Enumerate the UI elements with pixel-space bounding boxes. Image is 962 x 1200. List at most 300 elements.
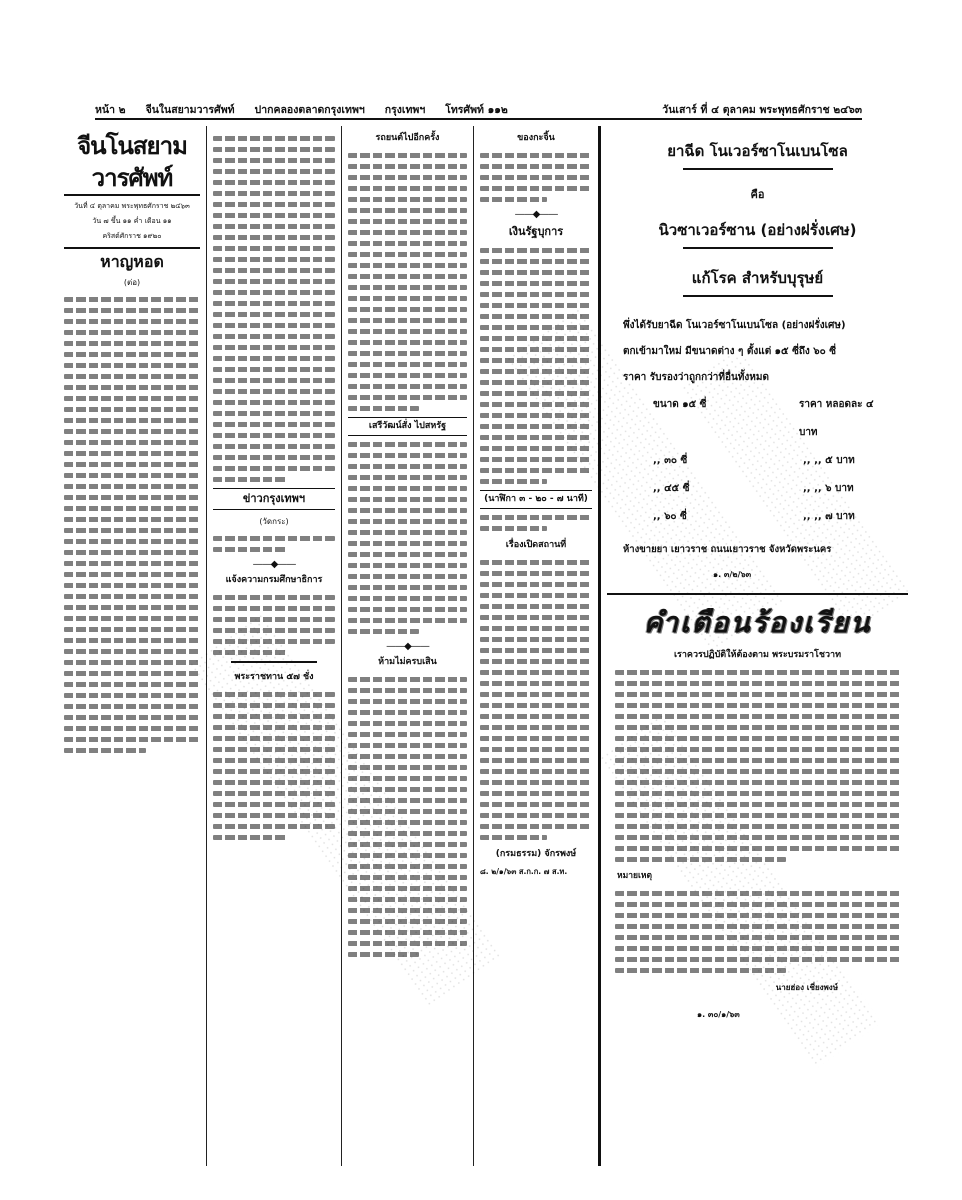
text-line-placeholder xyxy=(480,582,592,587)
text-line-placeholder xyxy=(213,628,335,633)
text-line-placeholder xyxy=(64,396,200,401)
column-3 xyxy=(341,126,473,1166)
text-line-placeholder xyxy=(348,596,467,601)
text-line-placeholder xyxy=(213,235,335,240)
text-line-placeholder xyxy=(348,919,467,924)
text-line-placeholder xyxy=(213,411,335,416)
notice-code: ๑. ๓๐/๑/๖๓ xyxy=(697,1010,740,1019)
text-line-placeholder xyxy=(348,453,467,458)
text-line-placeholder xyxy=(348,710,467,715)
price-size: ,, ๓๐ ซี่ xyxy=(653,455,688,466)
text-line-placeholder xyxy=(348,186,467,191)
text-line-placeholder xyxy=(213,736,335,741)
text-line-placeholder xyxy=(213,536,335,541)
text-line-placeholder xyxy=(348,153,467,158)
section-title: แจ้งความกรมศึกษาธิการ xyxy=(225,575,323,585)
text-line-placeholder xyxy=(213,725,335,730)
text-line-placeholder xyxy=(348,208,467,213)
text-line-placeholder xyxy=(213,356,335,361)
text-line-placeholder xyxy=(348,732,467,737)
text-line-placeholder xyxy=(480,593,592,598)
text-line-placeholder xyxy=(213,422,335,427)
text-line-placeholder xyxy=(348,743,467,748)
text-line-placeholder xyxy=(615,902,900,907)
price-row xyxy=(623,447,892,475)
section-title: รถยนต์ไปอีกครั้ง xyxy=(375,133,440,143)
text-line-placeholder xyxy=(615,802,900,807)
notice-body xyxy=(607,670,908,862)
text-line-placeholder xyxy=(480,186,592,191)
masthead: จีนโนสยามวารศัพท์ xyxy=(64,130,200,196)
text-line-placeholder xyxy=(615,957,900,962)
price-row xyxy=(623,391,892,447)
text-line-placeholder xyxy=(348,296,467,301)
text-line-placeholder xyxy=(64,363,200,368)
office-location: ปากคลองตลาดกรุงเทพฯ xyxy=(254,104,365,116)
section-title: เงินรัฐบุการ xyxy=(508,225,564,238)
text-line-placeholder xyxy=(348,340,467,345)
text-line-placeholder xyxy=(480,604,592,609)
text-line-placeholder xyxy=(213,758,335,763)
text-line-placeholder xyxy=(615,846,900,851)
text-line-placeholder xyxy=(213,290,335,295)
public-notice xyxy=(607,603,908,1023)
text-line-placeholder xyxy=(348,820,467,825)
text-line-placeholder xyxy=(213,692,335,697)
text-line-placeholder xyxy=(480,292,592,297)
text-line-placeholder xyxy=(348,219,467,224)
text-line-placeholder xyxy=(64,308,200,313)
section-header-box xyxy=(348,417,467,436)
text-line-placeholder xyxy=(615,813,900,818)
text-line-placeholder xyxy=(348,886,467,891)
text-line-placeholder xyxy=(64,462,200,467)
text-line-placeholder xyxy=(213,466,335,471)
text-line-placeholder xyxy=(480,314,592,319)
text-line-placeholder xyxy=(480,325,592,330)
text-line-placeholder xyxy=(64,704,200,709)
text-line-placeholder xyxy=(480,736,592,741)
text-line-placeholder xyxy=(213,367,335,372)
text-line-placeholder xyxy=(615,946,900,951)
text-line-placeholder xyxy=(348,519,467,524)
price-size: ,, ๔๕ ซี่ xyxy=(653,483,690,494)
text-line-placeholder xyxy=(615,791,900,796)
text-line-placeholder xyxy=(213,606,335,611)
text-line-placeholder xyxy=(480,714,592,719)
text-line-placeholder xyxy=(213,747,335,752)
text-line-placeholder xyxy=(348,263,467,268)
text-line-placeholder xyxy=(64,440,200,445)
text-line-placeholder xyxy=(348,897,467,902)
text-line-placeholder xyxy=(64,473,200,478)
text-line-placeholder xyxy=(348,384,467,389)
divider xyxy=(683,168,833,170)
text-line-placeholder xyxy=(480,515,592,520)
text-line-placeholder xyxy=(480,703,592,708)
text-line-placeholder xyxy=(213,703,335,708)
ornament-divider: ——◆—— xyxy=(386,641,429,652)
ad-conjunction: คือ xyxy=(750,188,765,201)
issue-date: วันเสาร์ ที่ ๔ ตุลาคม พระพุทธศักราช ๒๔๖๓ xyxy=(662,104,862,116)
text-line-placeholder xyxy=(64,693,200,698)
masthead-block xyxy=(64,130,200,249)
text-line-placeholder xyxy=(480,468,592,473)
text-line-placeholder xyxy=(480,824,592,829)
notice-signature: นายฮ่อง เชี่ยงพงษ์ xyxy=(775,983,838,992)
divider xyxy=(683,247,833,249)
remark-body xyxy=(607,891,908,973)
remark-heading: หมายเหตุ xyxy=(617,871,652,881)
text-line-placeholder xyxy=(64,660,200,665)
text-line-placeholder xyxy=(480,435,592,440)
text-line-placeholder xyxy=(213,301,335,306)
text-line-placeholder xyxy=(64,330,200,335)
text-line-placeholder xyxy=(348,754,467,759)
text-line-placeholder xyxy=(348,486,467,491)
ad-subtitle: นิวซาเวอร์ซาน (อย่างฝรั่งเศษ) xyxy=(658,221,857,239)
column-5-advertisements xyxy=(598,126,914,1166)
price-size: ขนาด ๑๕ ซี่ xyxy=(653,399,707,410)
text-line-placeholder xyxy=(480,626,592,631)
text-line-placeholder xyxy=(480,692,592,697)
price-row xyxy=(623,475,892,503)
text-line-placeholder xyxy=(615,857,786,862)
text-line-placeholder xyxy=(64,319,200,324)
text-line-placeholder xyxy=(480,681,592,686)
text-line-placeholder xyxy=(213,714,335,719)
text-line-placeholder xyxy=(348,776,467,781)
text-line-placeholder xyxy=(213,136,335,141)
notice-banner: คำเตือนร้องเรียน xyxy=(643,606,872,639)
text-line-placeholder xyxy=(480,457,592,462)
section-title: ห้ามไม่ครบเสิน xyxy=(378,657,437,667)
article-body xyxy=(64,297,200,753)
text-line-placeholder xyxy=(480,615,592,620)
text-line-placeholder xyxy=(480,358,592,363)
text-line-placeholder xyxy=(213,547,286,552)
text-line-placeholder xyxy=(64,583,200,588)
text-line-placeholder xyxy=(480,725,592,730)
text-line-placeholder xyxy=(348,351,467,356)
text-line-placeholder xyxy=(348,842,467,847)
news-body xyxy=(213,536,335,552)
text-line-placeholder xyxy=(615,891,900,896)
text-line-placeholder xyxy=(348,307,467,312)
text-line-placeholder xyxy=(64,352,200,357)
text-line-placeholder xyxy=(348,952,419,957)
text-line-placeholder xyxy=(480,835,547,840)
text-line-placeholder xyxy=(64,528,200,533)
text-line-placeholder xyxy=(348,875,467,880)
text-line-placeholder xyxy=(615,758,900,763)
text-line-placeholder xyxy=(64,429,200,434)
text-line-placeholder xyxy=(64,407,200,412)
text-line-placeholder xyxy=(348,241,467,246)
text-line-placeholder xyxy=(348,618,467,623)
column-2 xyxy=(206,126,341,1166)
text-line-placeholder xyxy=(615,736,900,741)
text-line-placeholder xyxy=(348,329,467,334)
text-line-placeholder xyxy=(348,475,467,480)
text-line-placeholder xyxy=(64,715,200,720)
text-line-placeholder xyxy=(348,677,467,682)
text-line-placeholder xyxy=(348,864,467,869)
dateline-line: คริสต์ศักราช ๑๙๒๐ xyxy=(102,232,162,240)
text-line-placeholder xyxy=(213,617,335,622)
text-line-placeholder xyxy=(348,285,467,290)
text-line-placeholder xyxy=(348,629,419,634)
text-line-placeholder xyxy=(213,639,335,644)
text-line-placeholder xyxy=(480,347,592,352)
section-title: ของกะจิ้น xyxy=(517,133,555,143)
text-line-placeholder xyxy=(348,541,467,546)
text-line-placeholder xyxy=(348,530,467,535)
text-line-placeholder xyxy=(348,197,467,202)
text-line-placeholder xyxy=(480,813,592,818)
text-line-placeholder xyxy=(615,747,900,752)
text-line-placeholder xyxy=(480,769,592,774)
text-line-placeholder xyxy=(480,336,592,341)
text-line-placeholder xyxy=(348,831,467,836)
text-line-placeholder xyxy=(213,780,335,785)
text-line-placeholder xyxy=(615,725,900,730)
text-line-placeholder xyxy=(348,274,467,279)
text-line-placeholder xyxy=(348,765,467,770)
text-line-placeholder xyxy=(348,721,467,726)
text-line-placeholder xyxy=(348,442,467,447)
text-line-placeholder xyxy=(480,791,592,796)
text-line-placeholder xyxy=(480,197,547,202)
text-line-placeholder xyxy=(348,508,467,513)
text-line-placeholder xyxy=(348,373,467,378)
price-value: ราคา หลอดละ ๔ บาท xyxy=(798,399,874,438)
news-header-box xyxy=(213,488,335,510)
text-line-placeholder xyxy=(480,380,592,385)
text-line-placeholder xyxy=(64,561,200,566)
text-line-placeholder xyxy=(615,913,900,918)
text-line-placeholder xyxy=(64,484,200,489)
text-line-placeholder xyxy=(348,798,467,803)
text-line-placeholder xyxy=(213,595,335,600)
text-line-placeholder xyxy=(213,257,335,262)
text-line-placeholder xyxy=(615,780,900,785)
text-line-placeholder xyxy=(213,312,335,317)
text-line-placeholder xyxy=(348,908,467,913)
text-line-placeholder xyxy=(213,268,335,273)
text-line-placeholder xyxy=(213,824,335,829)
price-value: ,, ,, ๖ บาท xyxy=(803,483,854,494)
ad-title: ยาฉีด โนเวอร์ซาโนเบนโซล xyxy=(667,142,848,160)
text-line-placeholder xyxy=(348,563,467,568)
text-line-placeholder xyxy=(348,318,467,323)
section-body xyxy=(348,442,467,634)
text-line-placeholder xyxy=(213,158,335,163)
text-line-placeholder xyxy=(348,699,467,704)
notice-subtitle: เราควรปฏิบัติให้ต้องตาม พระบรมราโชวาท xyxy=(673,650,842,660)
text-line-placeholder xyxy=(480,413,592,418)
text-line-placeholder xyxy=(213,169,335,174)
dateline-line: วัน ๗ ขึ้น ๑๑ ค่ำ เดือน ๑๑ xyxy=(92,217,172,225)
text-line-placeholder xyxy=(64,649,200,654)
text-line-placeholder xyxy=(213,213,335,218)
price-size: ,, ๖๐ ซี่ xyxy=(653,511,687,522)
text-line-placeholder xyxy=(64,671,200,676)
text-line-placeholder xyxy=(480,637,592,642)
text-line-placeholder xyxy=(213,433,335,438)
price-value: ,, ,, ๕ บาท xyxy=(803,455,855,466)
section-body xyxy=(213,692,335,840)
ad-tagline: แก้โรค สำหรับบุรุษย์ xyxy=(691,269,824,287)
text-line-placeholder xyxy=(64,627,200,632)
text-line-placeholder xyxy=(213,444,335,449)
price-row xyxy=(623,503,892,531)
column-4 xyxy=(473,126,598,1166)
running-head xyxy=(95,98,862,120)
ornament-divider: ——◆—— xyxy=(252,559,296,570)
text-line-placeholder xyxy=(348,175,467,180)
text-line-placeholder xyxy=(64,550,200,555)
text-line-placeholder xyxy=(348,607,467,612)
text-line-placeholder xyxy=(480,153,592,158)
divider xyxy=(683,295,833,297)
text-line-placeholder xyxy=(480,391,592,396)
text-line-placeholder xyxy=(480,303,592,308)
section-body xyxy=(348,153,467,411)
text-line-placeholder xyxy=(480,281,592,286)
dateline-line: วันที่ ๔ ตุลาคม พระพุทธศักราช ๒๔๖๓ xyxy=(74,202,190,210)
text-line-placeholder xyxy=(615,824,900,829)
column-1 xyxy=(58,126,206,1166)
text-line-placeholder xyxy=(213,802,335,807)
ornament-divider: ——◆—— xyxy=(514,209,558,220)
text-line-placeholder xyxy=(64,616,200,621)
ad-line: ราคา รับรองว่าถูกกว่าที่อื่นทั้งหมด xyxy=(623,372,769,383)
text-line-placeholder xyxy=(615,924,900,929)
medicine-advertisement xyxy=(607,130,908,583)
text-line-placeholder xyxy=(480,758,592,763)
section-title: เรื่องเปิดสถานที่ xyxy=(505,540,567,550)
newspaper-page xyxy=(58,126,914,1166)
divider xyxy=(231,661,317,663)
text-line-placeholder xyxy=(480,659,592,664)
text-line-placeholder xyxy=(213,477,286,482)
article-title: หาญหอด xyxy=(100,252,164,271)
text-line-placeholder xyxy=(213,224,335,229)
text-line-placeholder xyxy=(348,362,467,367)
text-line-placeholder xyxy=(480,670,592,675)
text-line-placeholder xyxy=(348,941,467,946)
text-line-placeholder xyxy=(348,853,467,858)
text-line-placeholder xyxy=(213,147,335,152)
section-title: เสรีวัฒน์สั่ง ไปสหรัฐ xyxy=(368,421,447,431)
text-line-placeholder xyxy=(213,769,335,774)
text-line-placeholder xyxy=(64,517,200,522)
text-line-placeholder xyxy=(348,574,467,579)
text-line-placeholder xyxy=(480,560,592,565)
text-line-placeholder xyxy=(213,835,286,840)
city: กรุงเทพฯ xyxy=(384,104,426,116)
text-line-placeholder xyxy=(615,968,786,973)
signature-name: จักรพงษ์ xyxy=(544,849,577,859)
text-line-placeholder xyxy=(213,378,335,383)
text-line-placeholder xyxy=(213,400,335,405)
text-line-placeholder xyxy=(480,175,592,180)
text-line-placeholder xyxy=(64,638,200,643)
text-line-placeholder xyxy=(213,246,335,251)
text-line-placeholder xyxy=(615,935,900,940)
time-note: (นาฬิกา ๓ - ๒๐ - ๗ นาที) xyxy=(484,494,588,504)
text-line-placeholder xyxy=(213,455,335,460)
text-line-placeholder xyxy=(480,571,592,576)
text-line-placeholder xyxy=(348,230,467,235)
text-line-placeholder xyxy=(213,334,335,339)
signature xyxy=(480,846,592,863)
text-line-placeholder xyxy=(213,202,335,207)
text-line-placeholder xyxy=(615,670,900,675)
text-line-placeholder xyxy=(480,747,592,752)
ad-line: ตกเข้ามาใหม่ มีขนาดต่าง ๆ ตั้งแต่ ๑๕ ซี่ถึง ๖๐ ซี่ xyxy=(623,346,836,357)
text-line-placeholder xyxy=(64,594,200,599)
text-line-placeholder xyxy=(64,748,146,753)
text-line-placeholder xyxy=(348,787,467,792)
text-line-placeholder xyxy=(615,692,900,697)
text-line-placeholder xyxy=(480,780,592,785)
divider xyxy=(607,593,908,595)
phone-number: โทรศัพท์ ๑๑๒ xyxy=(445,104,508,116)
text-line-placeholder xyxy=(348,585,467,590)
text-line-placeholder xyxy=(348,395,467,400)
text-line-placeholder xyxy=(480,270,592,275)
text-line-placeholder xyxy=(213,180,335,185)
text-line-placeholder xyxy=(348,406,419,411)
text-line-placeholder xyxy=(480,424,592,429)
text-line-placeholder xyxy=(480,369,592,374)
ad-code: ๑. ๓/๒/๖๓ xyxy=(713,570,752,579)
text-line-placeholder xyxy=(213,279,335,284)
text-line-placeholder xyxy=(64,605,200,610)
text-line-placeholder xyxy=(615,714,900,719)
text-line-placeholder xyxy=(64,506,200,511)
text-line-placeholder xyxy=(213,323,335,328)
section-title: พระราชทาน ๕๗ ชั่ง xyxy=(234,672,314,682)
ad-address: ห้างขายยา เยาวราช ถนนเยาวราช จังหวัดพระนคร xyxy=(623,544,832,555)
section-body xyxy=(480,515,592,531)
text-line-placeholder xyxy=(348,688,467,693)
text-line-placeholder xyxy=(615,769,900,774)
section-body xyxy=(480,153,592,202)
text-line-placeholder xyxy=(213,813,335,818)
section-body xyxy=(480,248,592,484)
text-line-placeholder xyxy=(480,802,592,807)
text-line-placeholder xyxy=(480,402,592,407)
text-line-placeholder xyxy=(348,464,467,469)
article-subtitle: (ต่อ) xyxy=(123,278,141,287)
text-line-placeholder xyxy=(213,389,335,394)
text-line-placeholder xyxy=(348,552,467,557)
text-line-placeholder xyxy=(64,572,200,577)
text-line-placeholder xyxy=(480,164,592,169)
paper-name: จีนในสยามวารศัพท์ xyxy=(145,104,235,116)
page-number: หน้า ๒ xyxy=(95,104,126,116)
text-line-placeholder xyxy=(480,248,592,253)
text-line-placeholder xyxy=(480,479,547,484)
text-line-placeholder xyxy=(64,418,200,423)
price-list xyxy=(623,391,892,531)
section-body xyxy=(348,677,467,957)
text-line-placeholder xyxy=(64,495,200,500)
text-line-placeholder xyxy=(64,737,200,742)
